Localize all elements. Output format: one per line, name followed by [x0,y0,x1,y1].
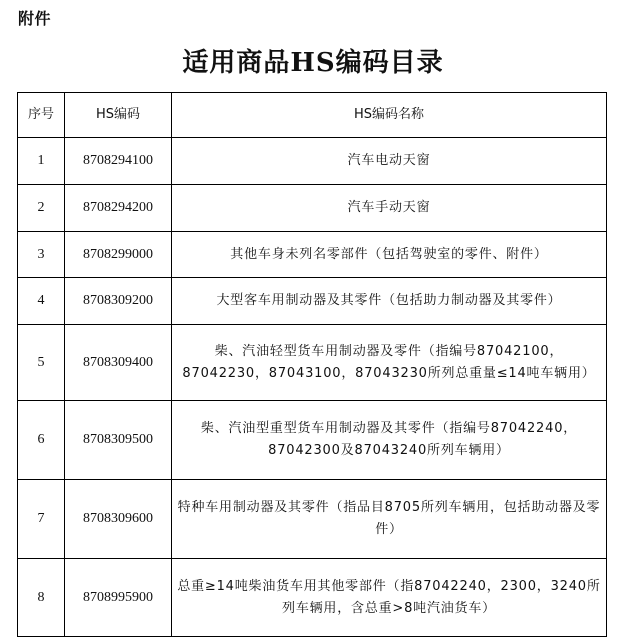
hs-code-cell: 8708309200 [65,278,172,325]
table-row [18,480,607,559]
table-row [18,325,607,401]
row-number: 5 [18,325,65,401]
row-number: 4 [18,278,65,325]
table-row [18,185,607,232]
table-row [18,278,607,325]
hs-code-cell: 8708309500 [65,401,172,480]
hs-name-cell: 汽车电动天窗 [172,138,607,185]
hs-name-cell: 大型客车用制动器及其零件（包括助力制动器及其零件） [172,278,607,325]
header-hs-name: HS编码名称 [172,93,607,138]
header-no: 序号 [18,93,65,138]
hs-name-cell: 汽车手动天窗 [172,185,607,232]
hs-name-cell: 其他车身未列名零部件（包括驾驶室的零件、附件） [172,232,607,278]
page-title: 适用商品HS编码目录 [182,48,444,78]
row-number: 7 [18,480,65,559]
row-number: 6 [18,401,65,480]
hs-name-cell: 总重≥14吨柴油货车用其他零部件（指87042240，2300，3240所列车辆用，含总重>8吨汽油货车） [172,559,607,637]
hs-name-cell: 特种车用制动器及其零件（指品目8705所列车辆用，包括助动器及零件） [172,480,607,559]
hs-code-cell: 8708309600 [65,480,172,559]
hs-name-cell: 柴、汽油型重型货车用制动器及其零件（指编号87042240，87042300及87043240所列车辆用） [172,401,607,480]
hs-name-cell: 柴、汽油轻型货车用制动器及零件（指编号87042100，87042230，87043100，87043230所列总重量≤14吨车辆用） [172,325,607,401]
row-number: 8 [18,559,65,637]
hs-code-cell: 8708995900 [65,559,172,637]
hs-code-table [17,92,607,637]
row-number: 2 [18,185,65,232]
row-number: 3 [18,232,65,278]
hs-code-cell: 8708309400 [65,325,172,401]
header-hs-code: HS编码 [65,93,172,138]
row-number: 1 [18,138,65,185]
hs-code-cell: 8708294100 [65,138,172,185]
table-row [18,232,607,278]
attachment-label: 附件 [18,9,52,28]
hs-code-cell: 8708299000 [65,232,172,278]
table-row [18,401,607,480]
hs-code-cell: 8708294200 [65,185,172,232]
table-header-row [18,93,607,138]
table-row [18,559,607,637]
table-row [18,138,607,185]
